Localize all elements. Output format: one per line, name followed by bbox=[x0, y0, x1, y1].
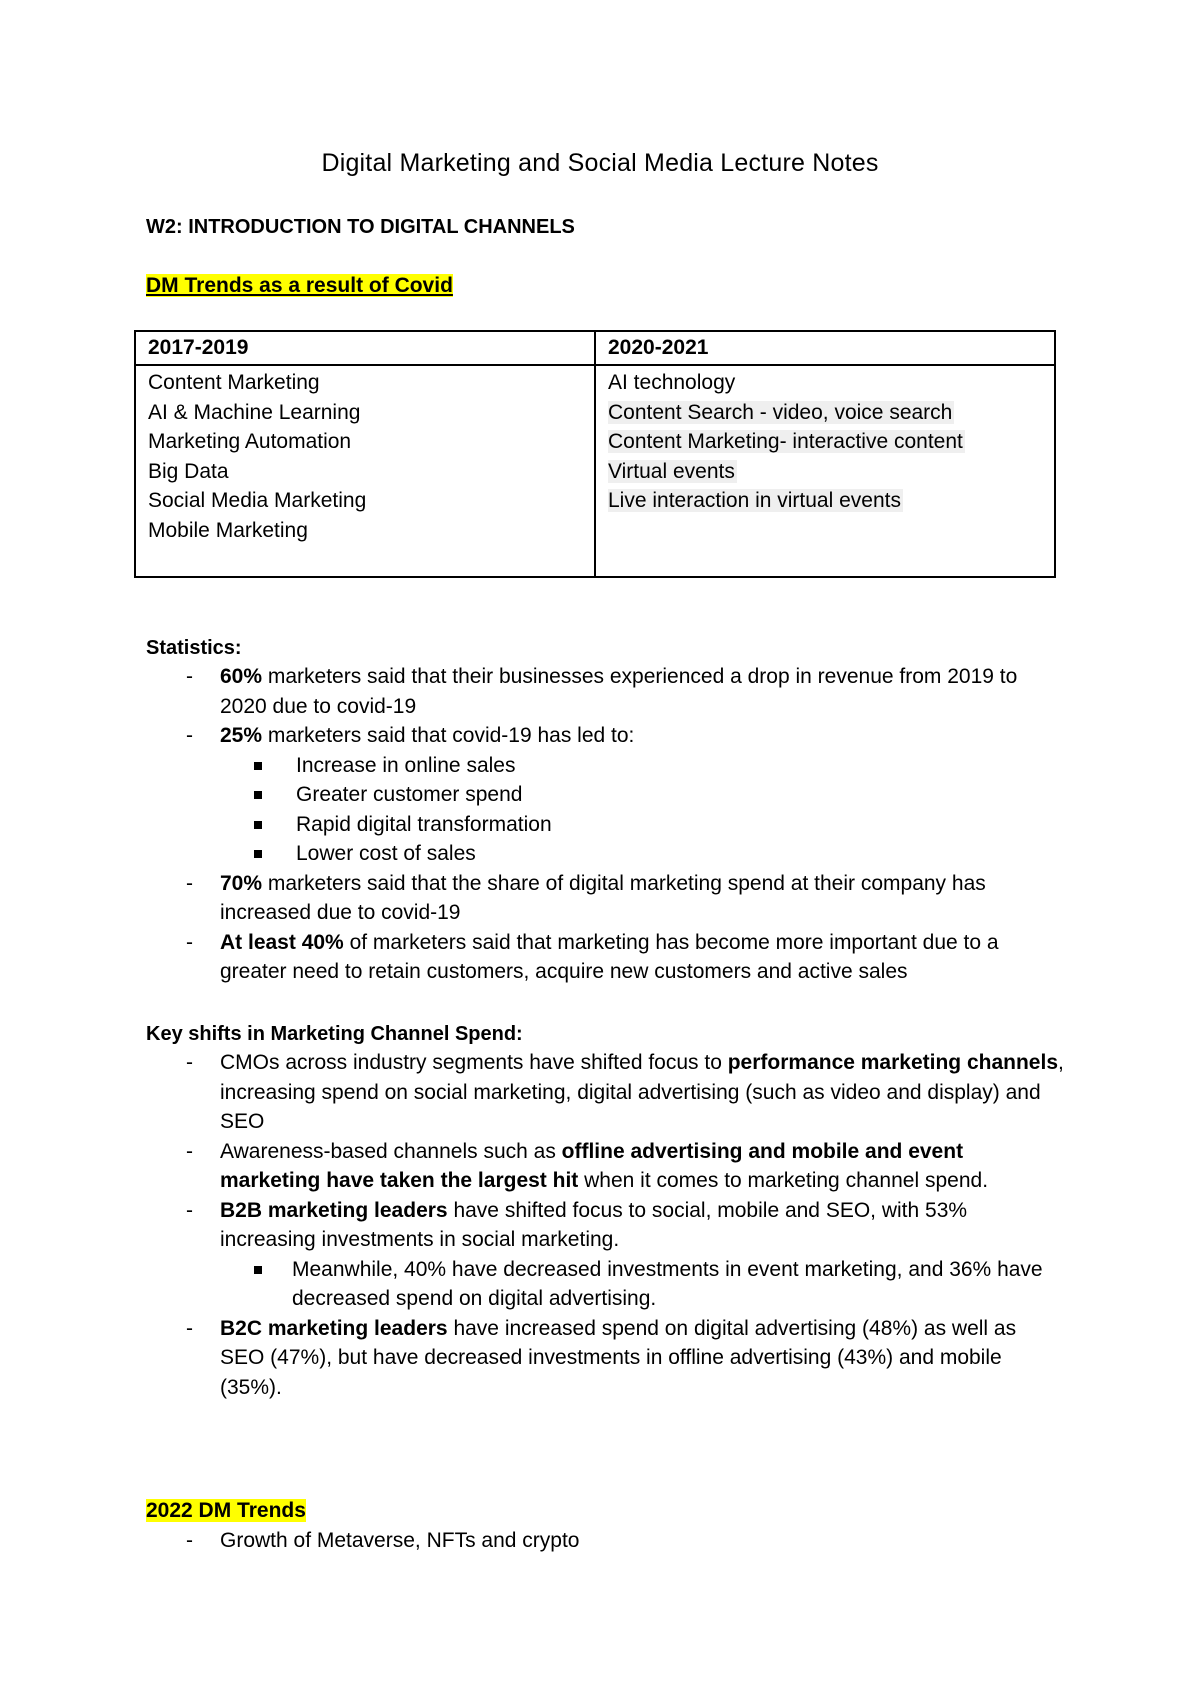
trend-item-row bbox=[608, 457, 1042, 487]
square-bullet-icon bbox=[254, 791, 262, 799]
statistics-list bbox=[146, 662, 1066, 987]
stat-percent: 25% bbox=[220, 724, 263, 747]
list-item bbox=[146, 721, 1066, 869]
list-item bbox=[220, 780, 1066, 810]
trend-item: Live interaction in virtual events bbox=[608, 489, 901, 512]
channel-spend-list bbox=[146, 1048, 1066, 1402]
dash-bullet: - bbox=[186, 665, 193, 688]
sub-item-text: Meanwhile, 40% have decreased investments in event marketing, and 36% have decreased spend on digital advertising. bbox=[292, 1257, 1043, 1310]
stat-text: marketers said that their businesses experienced a drop in revenue from 2019 to 2020 due to covid-19 bbox=[220, 665, 1018, 718]
trend-item: Big Data bbox=[148, 459, 229, 483]
trend-item: AI & Machine Learning bbox=[148, 400, 361, 424]
shift-bold-text: B2C marketing leaders bbox=[220, 1316, 448, 1340]
trends-col-2017-2019 bbox=[135, 365, 595, 577]
week-heading: W2: INTRODUCTION TO DIGITAL CHANNELS bbox=[146, 216, 575, 238]
trends-2022-heading bbox=[146, 1497, 306, 1525]
list-item bbox=[146, 1048, 1066, 1137]
trends-2022-heading-text: 2022 DM Trends bbox=[146, 1499, 306, 1522]
shift-text: have shifted focus to social, mobile and SEO, with 53% increasing investments in social marketing. bbox=[220, 1198, 968, 1251]
trend-item: Content Marketing- interactive content bbox=[608, 430, 963, 453]
b2b-sublist bbox=[220, 1255, 1066, 1314]
trends-table-body-row bbox=[135, 365, 1055, 577]
list-item bbox=[146, 1137, 1066, 1196]
square-bullet-icon bbox=[254, 821, 262, 829]
trend-item: Marketing Automation bbox=[148, 430, 352, 453]
shift-text: have increased spend on digital advertising (48%) as well as SEO (47%), but have decreased investments in offline advertising (43%) and mobile (35%). bbox=[220, 1316, 1017, 1399]
covid-trends-heading-text: DM Trends as a result of Covid bbox=[146, 274, 453, 297]
trend-item: AI technology bbox=[608, 371, 736, 394]
stat-text: marketers said that covid-19 has led to: bbox=[262, 724, 635, 747]
trend-item: Mobile Marketing bbox=[148, 518, 308, 542]
list-item bbox=[146, 869, 1066, 928]
document-title: Digital Marketing and Social Media Lecture Notes bbox=[321, 149, 879, 177]
dash-bullet: - bbox=[186, 1051, 193, 1074]
sub-item-text: Lower cost of sales bbox=[296, 842, 476, 865]
stat-text: marketers said that the share of digital marketing spend at their company has increased due to covid-19 bbox=[220, 871, 986, 924]
shift-text: when it comes to marketing channel spend. bbox=[578, 1169, 989, 1192]
list-item bbox=[220, 751, 1066, 781]
square-bullet-icon bbox=[254, 1266, 262, 1274]
trends-col-header-2020-2021: 2020-2021 bbox=[595, 331, 1055, 365]
list-item bbox=[146, 662, 1066, 721]
shift-text: CMOs across industry segments have shifted focus to bbox=[220, 1051, 728, 1074]
stat-percent: At least 40% bbox=[220, 930, 344, 954]
trend-item-row bbox=[608, 486, 1042, 516]
list-item bbox=[220, 1255, 1066, 1314]
stat-text: of marketers said that marketing has become more important due to a greater need to retain customers, acquire new customers and active sales bbox=[220, 930, 999, 983]
sub-item-text: Rapid digital transformation bbox=[296, 812, 552, 836]
stat-percent: 70% bbox=[220, 871, 263, 895]
shift-text: , increasing spend on social marketing, digital advertising (such as video and display) and SEO bbox=[220, 1051, 1064, 1133]
dash-bullet: - bbox=[186, 1529, 193, 1552]
shift-bold-text: B2B marketing leaders bbox=[220, 1198, 448, 1222]
trends-table-header-row bbox=[135, 331, 1055, 365]
list-item bbox=[146, 1526, 1066, 1556]
list-item bbox=[146, 928, 1066, 987]
channel-spend-heading: Key shifts in Marketing Channel Spend: bbox=[146, 1023, 523, 1045]
shift-text: Awareness-based channels such as bbox=[220, 1139, 562, 1163]
shift-bold-text: offline advertising and mobile and event marketing have taken the largest hit bbox=[220, 1139, 964, 1192]
dash-bullet: - bbox=[186, 930, 193, 954]
square-bullet-icon bbox=[254, 850, 262, 858]
dash-bullet: - bbox=[186, 724, 193, 747]
statistics-heading: Statistics: bbox=[146, 637, 242, 659]
trend-item-row bbox=[608, 398, 1042, 428]
trend-item: Social Media Marketing bbox=[148, 489, 367, 512]
trend-2022-text: Growth of Metaverse, NFTs and crypto bbox=[220, 1529, 580, 1552]
sub-item-text: Increase in online sales bbox=[296, 753, 516, 777]
trends-col-2020-2021 bbox=[595, 365, 1055, 577]
trend-item: Virtual events bbox=[608, 459, 735, 483]
dash-bullet: - bbox=[186, 871, 193, 895]
trend-item: Content Search - video, voice search bbox=[608, 400, 953, 424]
list-item bbox=[146, 1196, 1066, 1314]
trends-2022-list bbox=[146, 1526, 1066, 1556]
dash-bullet: - bbox=[186, 1139, 193, 1163]
list-item bbox=[220, 810, 1066, 840]
covid-effects-sublist bbox=[220, 751, 1066, 869]
sub-item-text: Greater customer spend bbox=[296, 783, 523, 806]
trends-col-header-2017-2019: 2017-2019 bbox=[135, 331, 595, 365]
list-item bbox=[220, 839, 1066, 869]
dash-bullet: - bbox=[186, 1198, 193, 1222]
trend-item-row bbox=[608, 427, 1042, 457]
trend-item: Content Marketing bbox=[148, 371, 320, 394]
dash-bullet: - bbox=[186, 1316, 193, 1340]
covid-trends-heading bbox=[146, 272, 453, 300]
stat-percent: 60% bbox=[220, 665, 263, 688]
list-item bbox=[146, 1314, 1066, 1403]
shift-bold-text: performance marketing channels bbox=[727, 1051, 1058, 1074]
square-bullet-icon bbox=[254, 762, 262, 770]
trends-table bbox=[134, 330, 1056, 578]
